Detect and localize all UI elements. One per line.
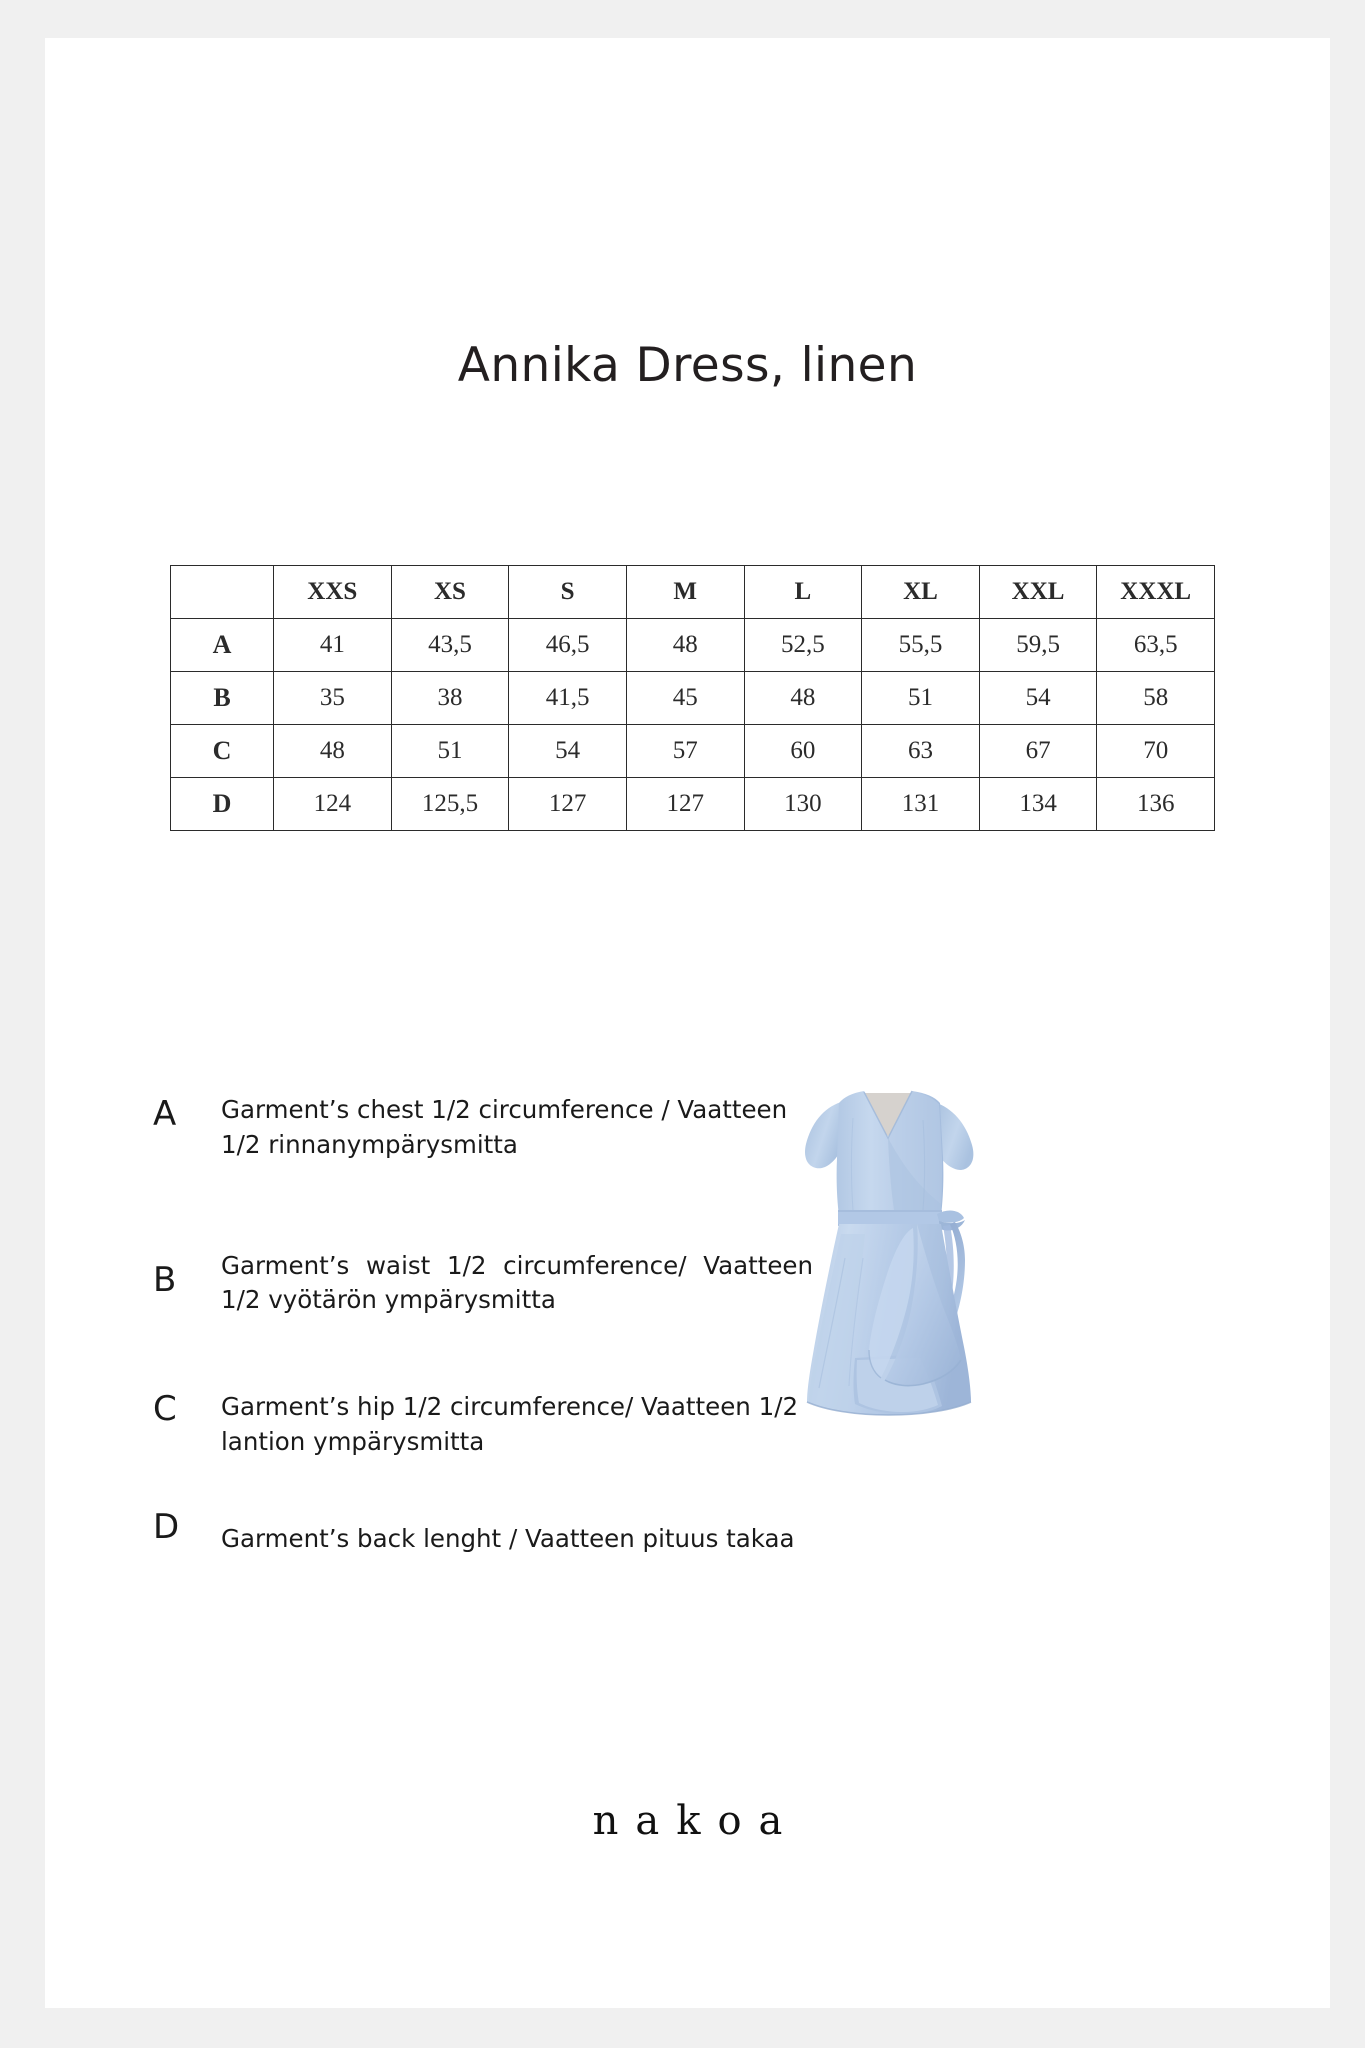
cell-a-xxxl: 63,5	[1097, 619, 1215, 672]
cell-a-xs: 43,5	[391, 619, 509, 672]
table-header-xs: XS	[391, 566, 509, 619]
table-header-corner	[171, 566, 274, 619]
legend-item-a	[153, 1093, 813, 1163]
table-header-xl: XL	[862, 566, 980, 619]
legend-item-c	[153, 1390, 813, 1460]
size-chart-table-container	[170, 565, 1215, 831]
table-row	[171, 672, 1215, 725]
cell-b-xl: 51	[862, 672, 980, 725]
size-chart-table	[170, 565, 1215, 831]
legend-letter-c: C	[153, 1389, 177, 1430]
cell-d-xxs: 124	[274, 778, 392, 831]
cell-d-xl: 131	[862, 778, 980, 831]
cell-b-xs: 38	[391, 672, 509, 725]
cell-d-xs: 125,5	[391, 778, 509, 831]
row-label-d: D	[171, 778, 274, 831]
cell-a-xxs: 41	[274, 619, 392, 672]
legend-text-b: Garment’s waist 1/2 circumference/ Vaatteen 1/2 vyötärön ympärysmitta	[221, 1250, 813, 1315]
cell-a-l: 52,5	[744, 619, 862, 672]
cell-c-xxl: 67	[979, 725, 1097, 778]
cell-d-xxxl: 136	[1097, 778, 1215, 831]
cell-d-xxl: 134	[979, 778, 1097, 831]
cell-c-xxs: 48	[274, 725, 392, 778]
cell-a-s: 46,5	[509, 619, 627, 672]
row-label-a: A	[171, 619, 274, 672]
table-row	[171, 619, 1215, 672]
legend-item-d	[153, 1506, 813, 1572]
cell-b-m: 45	[626, 672, 744, 725]
cell-a-xl: 55,5	[862, 619, 980, 672]
table-header-xxs: XXS	[274, 566, 392, 619]
table-header-s: S	[509, 566, 627, 619]
table-header-xxl: XXL	[979, 566, 1097, 619]
cell-a-xxl: 59,5	[979, 619, 1097, 672]
legend-letter-a: A	[153, 1094, 177, 1134]
product-dress-image	[745, 1058, 1035, 1458]
legend-letter-b: B	[153, 1259, 177, 1300]
cell-c-xs: 51	[391, 725, 509, 778]
brand-logo: nakoa	[592, 1798, 800, 1844]
dress-illustration	[745, 1058, 1035, 1458]
cell-d-l: 130	[744, 778, 862, 831]
cell-a-m: 48	[626, 619, 744, 672]
cell-c-l: 60	[744, 725, 862, 778]
table-row	[171, 725, 1215, 778]
cell-c-xxxl: 70	[1097, 725, 1215, 778]
cell-b-xxl: 54	[979, 672, 1097, 725]
cell-b-l: 48	[744, 672, 862, 725]
table-header-m: M	[626, 566, 744, 619]
table-header-l: L	[744, 566, 862, 619]
legend-text-d: Garment’s back lenght / Vaatteen pituus takaa	[221, 1523, 795, 1553]
cell-b-xxs: 35	[274, 672, 392, 725]
legend-item-b	[153, 1249, 813, 1319]
cell-c-s: 54	[509, 725, 627, 778]
cell-c-xl: 63	[862, 725, 980, 778]
cell-b-s: 41,5	[509, 672, 627, 725]
cell-d-m: 127	[626, 778, 744, 831]
legend-letter-d: D	[153, 1506, 180, 1547]
cell-d-s: 127	[509, 778, 627, 831]
document-page	[45, 38, 1330, 2008]
cell-c-m: 57	[626, 725, 744, 778]
table-row	[171, 778, 1215, 831]
cell-b-xxxl: 58	[1097, 672, 1215, 725]
table-header-row	[171, 566, 1215, 619]
legend-text-c: Garment’s hip 1/2 circumference/ Vaatteen 1/2 lantion ympärysmitta	[221, 1392, 799, 1456]
legend-text-a: Garment’s chest 1/2 circumference / Vaatteen 1/2 rinnanympärysmitta	[221, 1095, 788, 1159]
measurement-legend	[153, 1093, 813, 1572]
page-title: Annika Dress, linen	[457, 338, 918, 393]
row-label-b: B	[171, 672, 274, 725]
table-header-xxxl: XXXL	[1097, 566, 1215, 619]
row-label-c: C	[171, 725, 274, 778]
